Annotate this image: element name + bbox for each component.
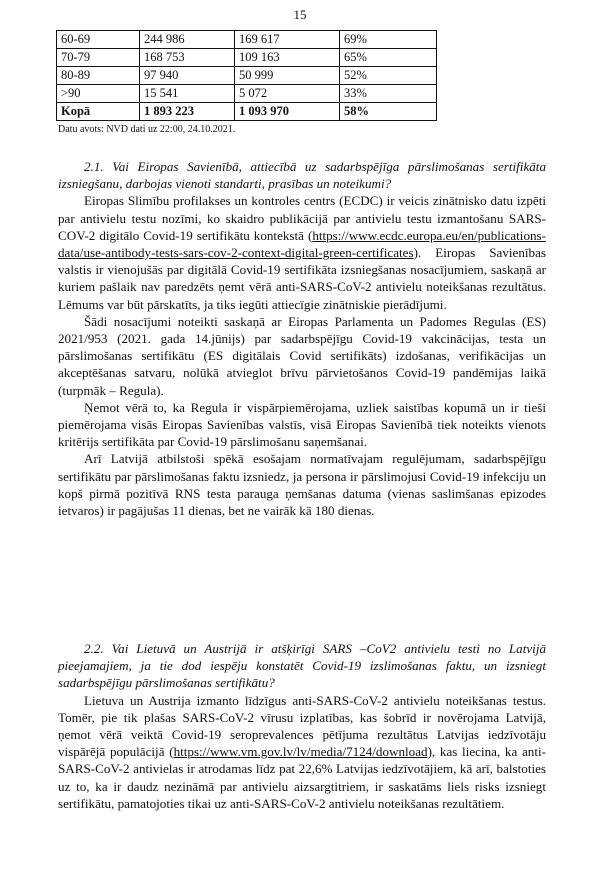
table-cell: 15 541 [140, 85, 235, 103]
table-cell: 58% [340, 103, 437, 121]
table-cell: 109 163 [235, 49, 340, 67]
table-row [57, 85, 437, 103]
table-cell: >90 [57, 85, 140, 103]
paragraph-text: Lietuva un Austrija izmanto līdzīgus anti-SARS-CoV-2 antivielu noteikšanas testus. Tomēr, pie tik plašas SARS-CoV-2 vīrusu izplatības, kas šobrīd ir novērojama Latvijā, ņemot vērā veiktā Covid-19 seroprevalences pētījuma rezultātus Latvijas iedzīvotāju vispārējā populācijā ( [58, 692, 546, 760]
table-cell: 169 617 [235, 31, 340, 49]
paragraph: Arī Latvijā atbilstoši spēkā esošajam normatīvajam regulējumam, sadarbspējīgu sertifikātu par pārslimošanas faktu izsniedz, ja persona ir pārslimojusi Covid-19 infekciju un kopš pirmā pozitīvā RNS testa parauga ņemšanas datuma (vienas saslimšanas epizodes ietvaros) ir pagājušas 11 dienas, bet ne vairāk kā 180 dienas. [58, 451, 546, 519]
table-cell: 60-69 [57, 31, 140, 49]
table-row [57, 49, 437, 67]
table-cell: 5 072 [235, 85, 340, 103]
statistics-table [56, 30, 437, 121]
paragraph: Ņemot vērā to, ka Regula ir vispārpiemērojama, uzliek saistības kopumā un ir tieši piemērojama visās Eiropas Savienības valstīs, visā Eiropas Savienībā tiek noteikts vienots kritērijs sertifikāta par Covid-19 pārslimošanu saņemšanai. [58, 399, 546, 450]
section-2-2 [58, 640, 546, 812]
table-cell: 244 986 [140, 31, 235, 49]
paragraph: Šādi nosacījumi noteikti saskaņā ar Eiropas Parlamenta un Padomes Regulas (ES) 2021/953 (2021. gada 14.jūnijs) par sadarbspējīgu Covid-19 vakcinācijas, testa un pārslimošanas sertifikātu (ES digitālais Covid sertifikāts) izdošanas, verifikācijas un akceptēšanas satvaru, nolūkā atvieglot brīvu pārvietošanos Covid-19 pandēmijas laikā (turpmāk – Regula). [58, 313, 546, 398]
table-cell: Kopā [57, 103, 140, 121]
table-cell: 168 753 [140, 49, 235, 67]
paragraph-text: ), kas liecina, ka anti-SARS-CoV-2 antivielas ir atrodamas līdz pat 22,6% Latvijas iedzīvotājiem, kā arī, balstoties uz to, ka ir daudz nezināmā par antivielu aizsargtitriem, ir saskatāms liels risks izsniegt sertifikātu, pamatojoties tikai uz anti-SARS-CoV-2 antivielu noteikšanas rezultātiem. [58, 744, 546, 811]
ecdc-link[interactable]: https://www.ecdc.europa.eu/en/publications-data/use-antibody-tests-sars-cov-2-context-digital-green-certificates [58, 227, 546, 261]
table-cell: 1 093 970 [235, 103, 340, 121]
section-2-1 [58, 158, 546, 519]
paragraph-text: Eiropas Slimību profilakses un kontroles centrs (ECDC) ir veicis zinātnisko datu izpēti par antivielu testu nozīmi, ko skaidro publikācijā par antivielu testu izmantošanu SARS-COV-2 digitālo Covid-19 sertifikātu kontekstā ( [58, 193, 546, 243]
table-cell: 70-79 [57, 49, 140, 67]
table-row [57, 67, 437, 85]
page-number: 15 [293, 7, 307, 22]
paragraph-text: ). Eiropas Savienības valstis ir vienojušās par digitālā Covid-19 sertifikāta izsniegšanas nosacījumiem, saskaņā ar kuriem pašlaik nav paredzēts ņemt vērā anti-SARS-CoV-2 antivielu noteikšanas rezultātus. Lēmums var būt pārskatīts, ja tiks iegūti attiecīgie zinātniskie pierādījumi. [58, 245, 546, 312]
data-source-note: Datu avots: NVD dati uz 22:00, 24.10.2021. [58, 124, 236, 135]
vm-gov-link[interactable]: https://www.vm.gov.lv/lv/media/7124/download [173, 744, 428, 760]
table-cell: 1 893 223 [140, 103, 235, 121]
table-total-row [57, 103, 437, 121]
table-cell: 50 999 [235, 67, 340, 85]
table-cell: 97 940 [140, 67, 235, 85]
table-cell: 69% [340, 31, 437, 49]
paragraph [58, 692, 546, 812]
table-row [57, 31, 437, 49]
table-cell: 52% [340, 67, 437, 85]
table-cell: 65% [340, 49, 437, 67]
table-cell: 80-89 [57, 67, 140, 85]
paragraph [58, 192, 546, 312]
table-cell: 33% [340, 85, 437, 103]
section-question: 2.2. Vai Lietuvā un Austrijā ir atšķirīgi SARS –CoV2 antivielu testi no Latvijā pieejamajiem, ja tie dod iespēju konstatēt Covid-19 izslimošanas faktu, un izsniegt sadarbspējīgu pārslimošanas sertifikātu? [58, 641, 546, 691]
section-question: 2.1. Vai Eiropas Savienībā, attiecībā uz sadarbspējīga pārslimošanas sertifikāta izsniegšanu, darbojas vienoti standarti, prasības un noteikumi? [58, 159, 546, 192]
